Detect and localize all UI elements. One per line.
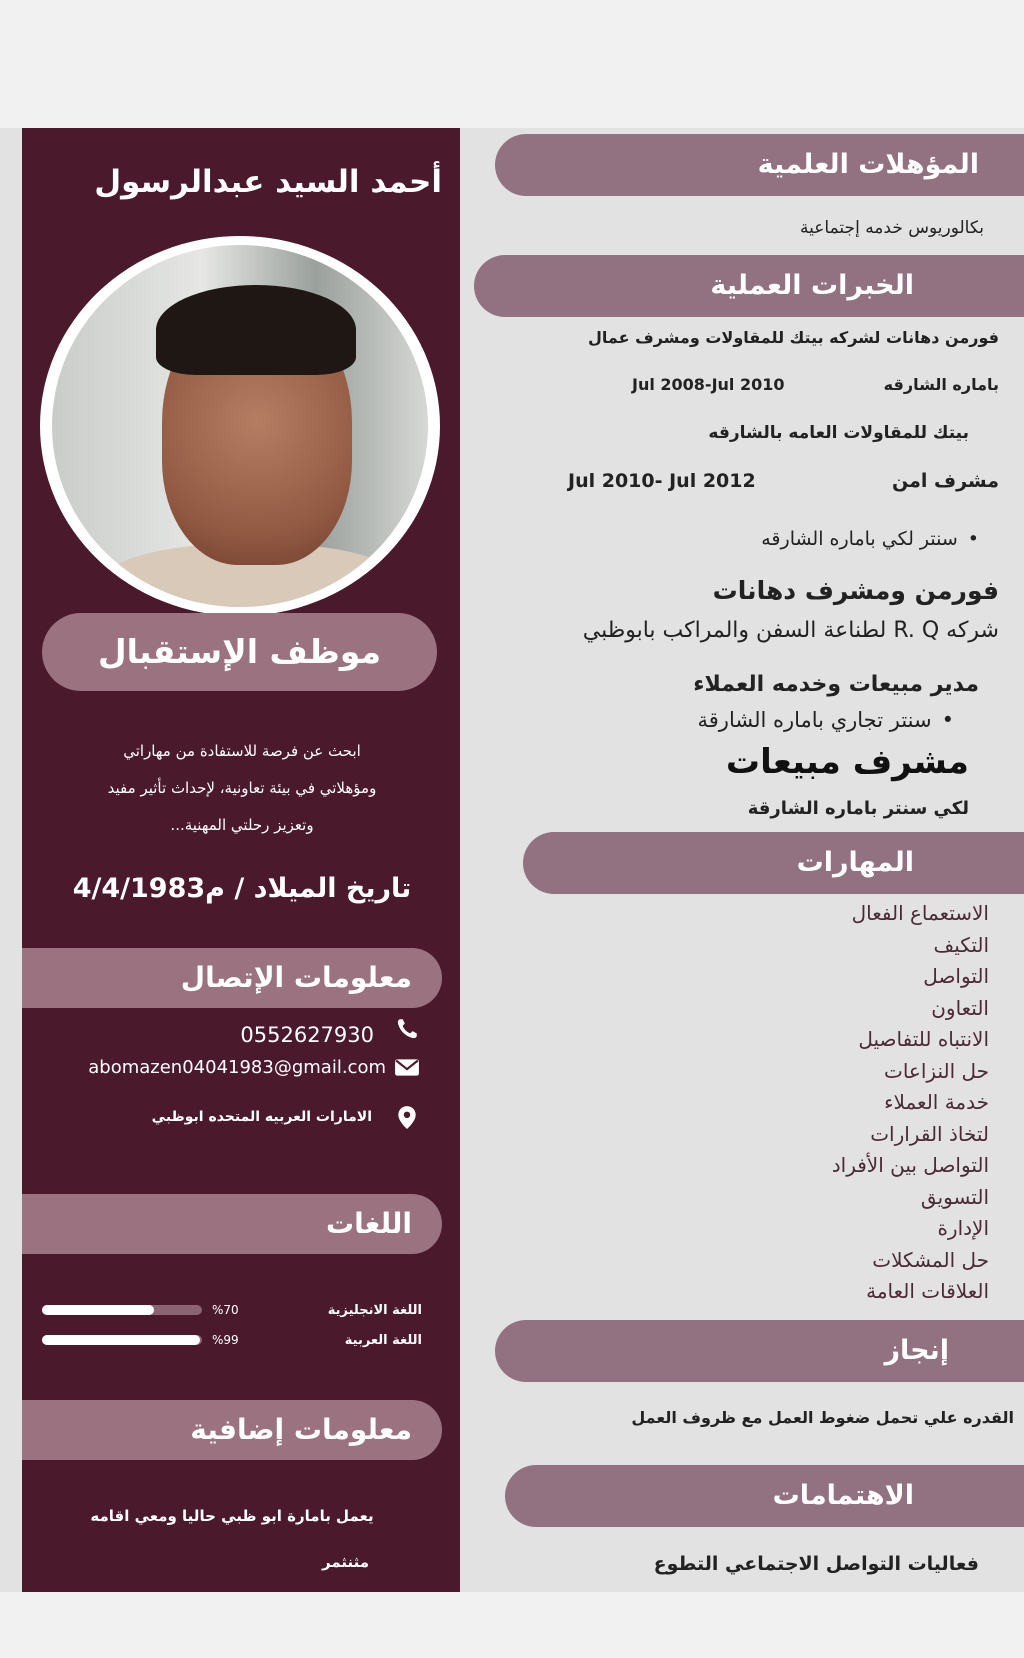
language-percent: %99: [212, 1333, 239, 1347]
interests-heading: الاهتمامات: [505, 1465, 1024, 1527]
profile-photo: [52, 245, 428, 607]
skill-item: حل المشكلات: [872, 1247, 989, 1272]
mail-icon: [394, 1054, 420, 1080]
skill-item: التعاون: [931, 995, 989, 1020]
language-name: اللغة العربية: [344, 1332, 422, 1348]
phone-text[interactable]: 0552627930: [240, 1023, 374, 1047]
skill-item: الانتباه للتفاصيل: [858, 1027, 989, 1051]
experience-role: مشرف امن: [892, 470, 999, 492]
skill-item: الإدارة: [937, 1216, 989, 1240]
contact-heading: معلومات الإتصال: [22, 948, 442, 1008]
skills-heading: المهارات: [523, 832, 1024, 894]
phone-row[interactable]: [240, 1023, 420, 1047]
experience-line-11: لكي سنتر باماره الشارقة: [747, 798, 969, 819]
phone-icon: [394, 1016, 420, 1042]
address-row: [152, 1104, 420, 1130]
skill-item: الاستعماع الفعال: [851, 901, 989, 925]
email-text[interactable]: abomazen04041983@gmail.com: [88, 1056, 386, 1078]
language-bar-fill: [42, 1305, 154, 1315]
job-title: موظف الإستقبال: [42, 613, 437, 691]
experience-place: باماره الشارقه: [883, 375, 999, 394]
summary-line: ومؤهلاتي في بيئة تعاونية، لإحداث تأثير مفيد: [107, 779, 377, 797]
birth-date: تاريخ الميلاد / م4/4/1983: [72, 873, 412, 904]
summary-line: ابحث عن فرصة للاستفادة من مهاراتي: [123, 742, 361, 760]
skill-item: حل النزاعات: [884, 1058, 989, 1083]
location-pin-icon: [394, 1104, 420, 1130]
experience-line-7: شركه R. Q لطناعة السفن والمراكب بابوظبي: [582, 618, 999, 643]
experience-date: Jul 2010- Jul 2012: [568, 470, 756, 492]
extra-info-line: يعمل بامارة ابو ظبي حاليا ومعي اقامه: [90, 1507, 374, 1525]
person-name: أحمد السيد عبدالرسول: [94, 164, 442, 200]
experience-date: Jul 2008-Jul 2010: [632, 375, 785, 394]
summary: [62, 733, 422, 844]
skills-list: [689, 898, 989, 1308]
left-column: [22, 128, 460, 1592]
experience-line-8: مدير مبيعات وخدمه العملاء: [693, 672, 979, 697]
skill-item: التكيف: [933, 932, 989, 957]
extra-info-text: [52, 1493, 412, 1585]
language-bar-fill: [42, 1335, 200, 1345]
skill-item: خدمة العملاء: [884, 1090, 989, 1114]
address-text: الامارات العربيه المتحده ابوظبي: [151, 1109, 372, 1125]
experience-heading: الخبرات العملية: [474, 255, 1024, 317]
skill-item: التواصل بين الأفراد: [831, 1153, 989, 1177]
experience-line-1: فورمن دهانات لشركه بيتك للمقاولات ومشرف عمال: [587, 328, 999, 347]
achievement-text: القدره علي تحمل ضغوط العمل مع ظروف العمل: [631, 1408, 1014, 1427]
achievement-heading: إنجاز: [495, 1320, 1024, 1382]
languages-heading: اللغات: [22, 1194, 442, 1254]
language-name: اللغة الانجليزية: [327, 1302, 422, 1318]
experience-line-5: • سنتر لكي باماره الشارقه: [761, 528, 979, 550]
skill-item: لتخاذ القرارات: [870, 1121, 989, 1146]
skill-item: التسويق: [920, 1184, 989, 1209]
experience-line-6: فورمن ومشرف دهانات: [712, 576, 999, 605]
experience-line-3: بيتك للمقاولات العامه بالشارقه: [708, 423, 969, 443]
email-row[interactable]: [88, 1054, 420, 1080]
extra-info-line: مثنثمر: [322, 1553, 370, 1571]
qualifications-heading: المؤهلات العلمية: [495, 134, 1024, 196]
language-bar: [42, 1335, 202, 1345]
language-row-arabic: [42, 1328, 422, 1352]
interests-text: فعاليات التواصل الاجتماعي التطوع: [653, 1553, 979, 1575]
experience-line-9: • سنتر تجاري باماره الشارقة: [698, 708, 955, 732]
language-bar: [42, 1305, 202, 1315]
qualifications-text: بكالوريوس خدمه إجتماعية: [800, 218, 984, 238]
skill-item: العلاقات العامة: [866, 1279, 989, 1303]
language-row-english: [42, 1298, 422, 1322]
skill-item: التواصل: [923, 964, 989, 988]
experience-line-10: مشرف مبيعات: [725, 742, 969, 782]
language-percent: %70: [212, 1303, 239, 1317]
summary-line: وتعزيز رحلتي المهنية...: [170, 816, 314, 834]
extra-info-heading: معلومات إضافية: [22, 1400, 442, 1460]
